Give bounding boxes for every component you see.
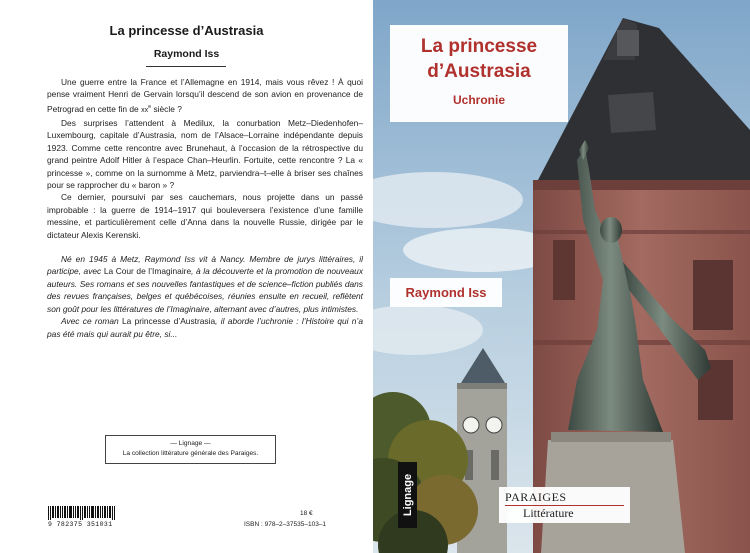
title-divider (146, 66, 226, 67)
barcode-number: 9 782375 351031 (48, 521, 113, 528)
blurb-paragraph-3: Ce dernier, poursuivi par ses cauchemars, nous projette dans un passé improbable : la guerre de 1914–1917 qui bouleversera l’existence d’une famille messine, et particulièrement celle d’Anna dans la nouvelle Russie, dirigée par le dictateur Alexis Kerenski. (47, 192, 363, 240)
blurb-paragraph-2: Des surprises l’attendent à Medilux, la conurbation Metz–Diedenhofen–Luxembourg, capitale d’Austrasia, nom de l’Alsace–Lorraine indépendante depuis 1923. Comme cette rencontre avec Brunehaut, à l’occasion de la rétrospective du grand peintre Adolf Hitler à l’espace Chan–Heurlin. Fortuite, cette rencontre ? La « princesse », comme on la surnomme à Metz, parviendra–t–elle à briser ses chaînes pour se rapprocher du « baron » ? (47, 118, 363, 191)
collection-label: Lignage (398, 462, 417, 528)
blurb (47, 76, 363, 340)
front-cover (373, 0, 750, 553)
back-author: Raymond Iss (153, 48, 220, 60)
collection-description: La collection littérature générale des Paraiges. (122, 450, 259, 457)
blurb-paragraph-1: Une guerre entre la France et l’Allemagne en 1914, mais vous rêvez ! À quoi pense vraiment Henri de Gervain lorsqu’il descend de son avion en provenance de Petrograd en cette fin de $xx^e$ siècle ? (47, 77, 363, 114)
back-title: La princesse d’Austrasia (109, 23, 264, 38)
isbn: ISBN : 978–2–37535–103–1 (244, 521, 327, 528)
collection-title: — Lignage — (170, 440, 211, 447)
barcode (48, 506, 116, 520)
front-title: La princesse d’Austrasia (420, 36, 538, 82)
front-author: Raymond Iss (405, 285, 487, 300)
publisher-name: PARAIGES (505, 490, 567, 504)
author-bio-2: Avec ce roman La princesse d’Austrasia, il aborde l’uchronie : l’Histoire qui n’a pas été mais qui aurait pu être, si... (47, 316, 363, 339)
collection-box (105, 435, 276, 464)
front-author-box (390, 278, 502, 307)
price: 18 € (300, 510, 313, 517)
publisher-logo (499, 487, 630, 523)
publisher-imprint: Littérature (523, 506, 574, 520)
back-cover (0, 0, 373, 553)
author-bio: Né en 1945 à Metz, Raymond Iss vit à Nancy. Membre de jurys littéraires, il participe, avec La Cour de l’Imaginaire, à la découverte et la promotion de nouveaux auteurs. Ses romans et ses nouvelles fantastiques et de science–fiction publiés dans des revues françaises, belges et québécoises, réunies ensuite en recueil, reflètent son goût pour les littératures de l’Imaginaire, alternant avec d’autres, plus intimistes. (47, 254, 364, 314)
front-title-box (390, 25, 568, 122)
front-subtitle: Uchronie (452, 93, 505, 107)
